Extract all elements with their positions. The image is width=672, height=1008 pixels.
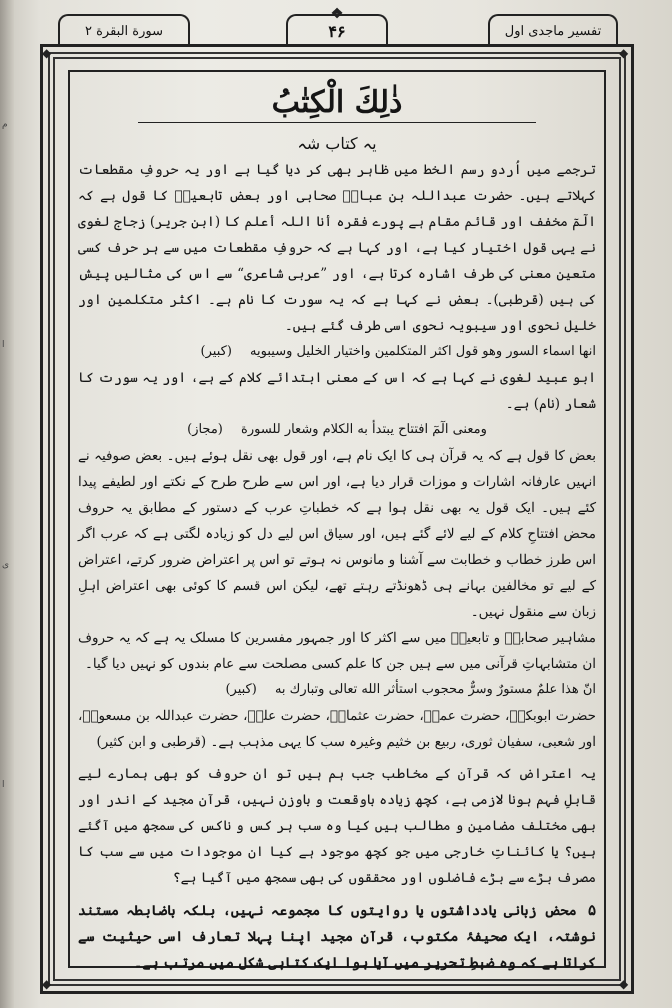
corner-ornament-icon: ◆	[619, 46, 629, 60]
surah-name: سورة البقرة ۲	[85, 23, 164, 39]
citation: (مجاز)	[187, 422, 223, 437]
book-title: تفسیر ماجدی اول	[504, 23, 602, 39]
corner-ornament-icon: ◆	[619, 977, 629, 991]
commentary-paragraph: یہ اعتراض کہ قرآن کے مخاطب جب ہم ہیں تو ان حروف کو بھی ہمارے لیے قابلِ فہم ہونا لازمی ہے، کچھ زیادہ باوقعت و باوزن نہیں، قرآن مجید کے اندر اور بھی مختلف مضامین و مطالب ہیں کیا وہ سب ہر کس و ناکس کی سمجھ میں آگئے ہیں؟ یا کائناتِ خارجی میں جو کچھ موجود ہے کیا ان موجودات میں سے سب کا مصرف بڑے سے بڑے فاضلوں اور محققوں کی بھی سمجھ میں آگیا ہے؟	[78, 766, 596, 886]
header-book-tab	[488, 14, 618, 46]
footnote-text: محض زبانی یادداشتوں یا روایتوں کا مجموعہ نہیں، بلکہ باضابطہ مستند نوشتہ، ایک صحیفۂ مکتوب، قرآن مجید اپنا پہلا تعارف اسی حیثیت سے کراتا ہے کہ وہ ضبطِ تحریر میں آیا ہوا ایک کتابی شکل میں مرتب ہے۔	[78, 903, 596, 971]
arabic-quote-text: ومعنى الٓمٓ افتتاح يبتدأ به الكلام وشعار للسورة	[241, 422, 487, 437]
arabic-quote-text: انها اسماء السور وهو قول اكثر المتكلمين واختيار الخليل وسيبويه	[250, 344, 596, 359]
citation: (كبير)	[225, 682, 257, 697]
spine-letter: ا	[2, 340, 5, 350]
footnote-number: ۵	[587, 901, 596, 919]
spine-letter: م	[2, 120, 8, 130]
adjacent-page-edge	[0, 0, 14, 1008]
arabic-quote-text: انّ هذا علمٌ مستورٌ وسرٌّ محجوب استأثر الله تعالى وتبارك به	[274, 682, 596, 697]
arabic-quote	[78, 417, 596, 443]
commentary-paragraph: ابو عبید لغوی نے کہا ہے کہ اس کے معنی ابتدائے کلام کے ہے، اور یہ سورت کا شعار (نام) ہے۔	[78, 370, 596, 412]
commentary-paragraph: ترجمے میں اُردو رسم الخط میں ظاہر بھی کر دیا گیا ہے اور یہ حروفِ مقطعات کہلاتے ہیں۔ حضرت عبداللہ بن عباسؓ صحابی اور بعض تابعینؒ کا قول ہے کہ الٓمٓ مخفف اور قائم مقام ہے پورے فقرہ أنا اللہ أعلم کا (ابن جریر) زجاج لغوی نے یہی قول اختیار کیا ہے، اور کہا ہے کہ حروفِ مقطعات میں سے ہر حرف کسی متعین معنی کی طرف اشارہ کرتا ہے، اور ”عربی شاعری“ سے اس کی مثالیں پیش کی ہیں (قرطبی)۔ بعض نے کہا ہے کہ یہ سورت کا نام ہے۔ اکثر متکلمین اور خلیل نحوی اور سیبویہ نحوی اسی طرف گئے ہیں۔	[78, 162, 596, 334]
page-content	[78, 84, 596, 971]
commentary-paragraph: بعض کا قول ہے کہ یہ قرآن ہی کا ایک نام ہے، اور قول بھی نقل ہوئے ہیں۔ بعض صوفیہ نے انہیں عارفانہ اشارات و موزات قرار دیا ہے، اور اس سے طرح طرح کے نکتے اور لطیفے پیدا کئے ہیں۔ ایک قول یہ بھی نقل ہوا ہے کہ خطباتِ عرب کے دستور کے مطابق یہ حروف محض افتتاحِ کلام کے لیے لائے گئے ہیں، اور سیاق اس لیے دل کو زیادہ لگتی ہے کہ عرب اگر اس طرز خطاب و خطابت سے آشنا و مانوس نہ ہوتے تو اس پر اعتراض ضرور کرتے، اعتراض کے لیے تو مخالفین بہانے ہی ڈھونڈتے رہتے تھے، لیکن اس قسم کا کوئی بھی اعتراض اہلِ زبان سے منقول نہیں۔	[78, 448, 596, 620]
page-title: ذٰلِكَ الْكِتٰبُ	[138, 84, 536, 123]
commentary-paragraph: مشاہیر صحابہؓ و تابعینؒ میں سے اکثر کا اور جمہور مفسرین کا مسلک یہ ہے کہ یہ حروف ان متشابہاتِ قرآنی میں سے ہیں جن کا علم کسی مصلحت سے عام بندوں کو نہیں دیا گیا۔	[78, 630, 596, 672]
spine-letter: ی	[2, 560, 10, 570]
header-page-tab	[286, 6, 388, 46]
commentary-paragraph: حضرت ابوبکرؓ، حضرت عمرؓ، حضرت عثمانؓ، حضرت علیؓ، حضرت عبداللہ بن مسعودؓ، اور شعبی، سفیان ثوری، ربیع بن خثیم وغیرہ سب کا یہی مذہب ہے۔ (قرطبی و ابن کثیر)	[78, 708, 596, 750]
page-number: ۴۶	[328, 21, 346, 41]
footnote-paragraph	[78, 897, 596, 976]
arabic-quote	[78, 677, 596, 703]
corner-ornament-icon: ◆	[42, 977, 52, 991]
header-surah-tab	[58, 14, 190, 46]
ornament-icon: ❖	[330, 6, 344, 22]
page-subtitle: یہ کتاب شہ	[297, 134, 377, 153]
arabic-quote	[78, 339, 596, 365]
citation: (كبير)	[200, 344, 232, 359]
corner-ornament-icon: ◆	[42, 46, 52, 60]
spine-letter: ا	[2, 780, 5, 790]
